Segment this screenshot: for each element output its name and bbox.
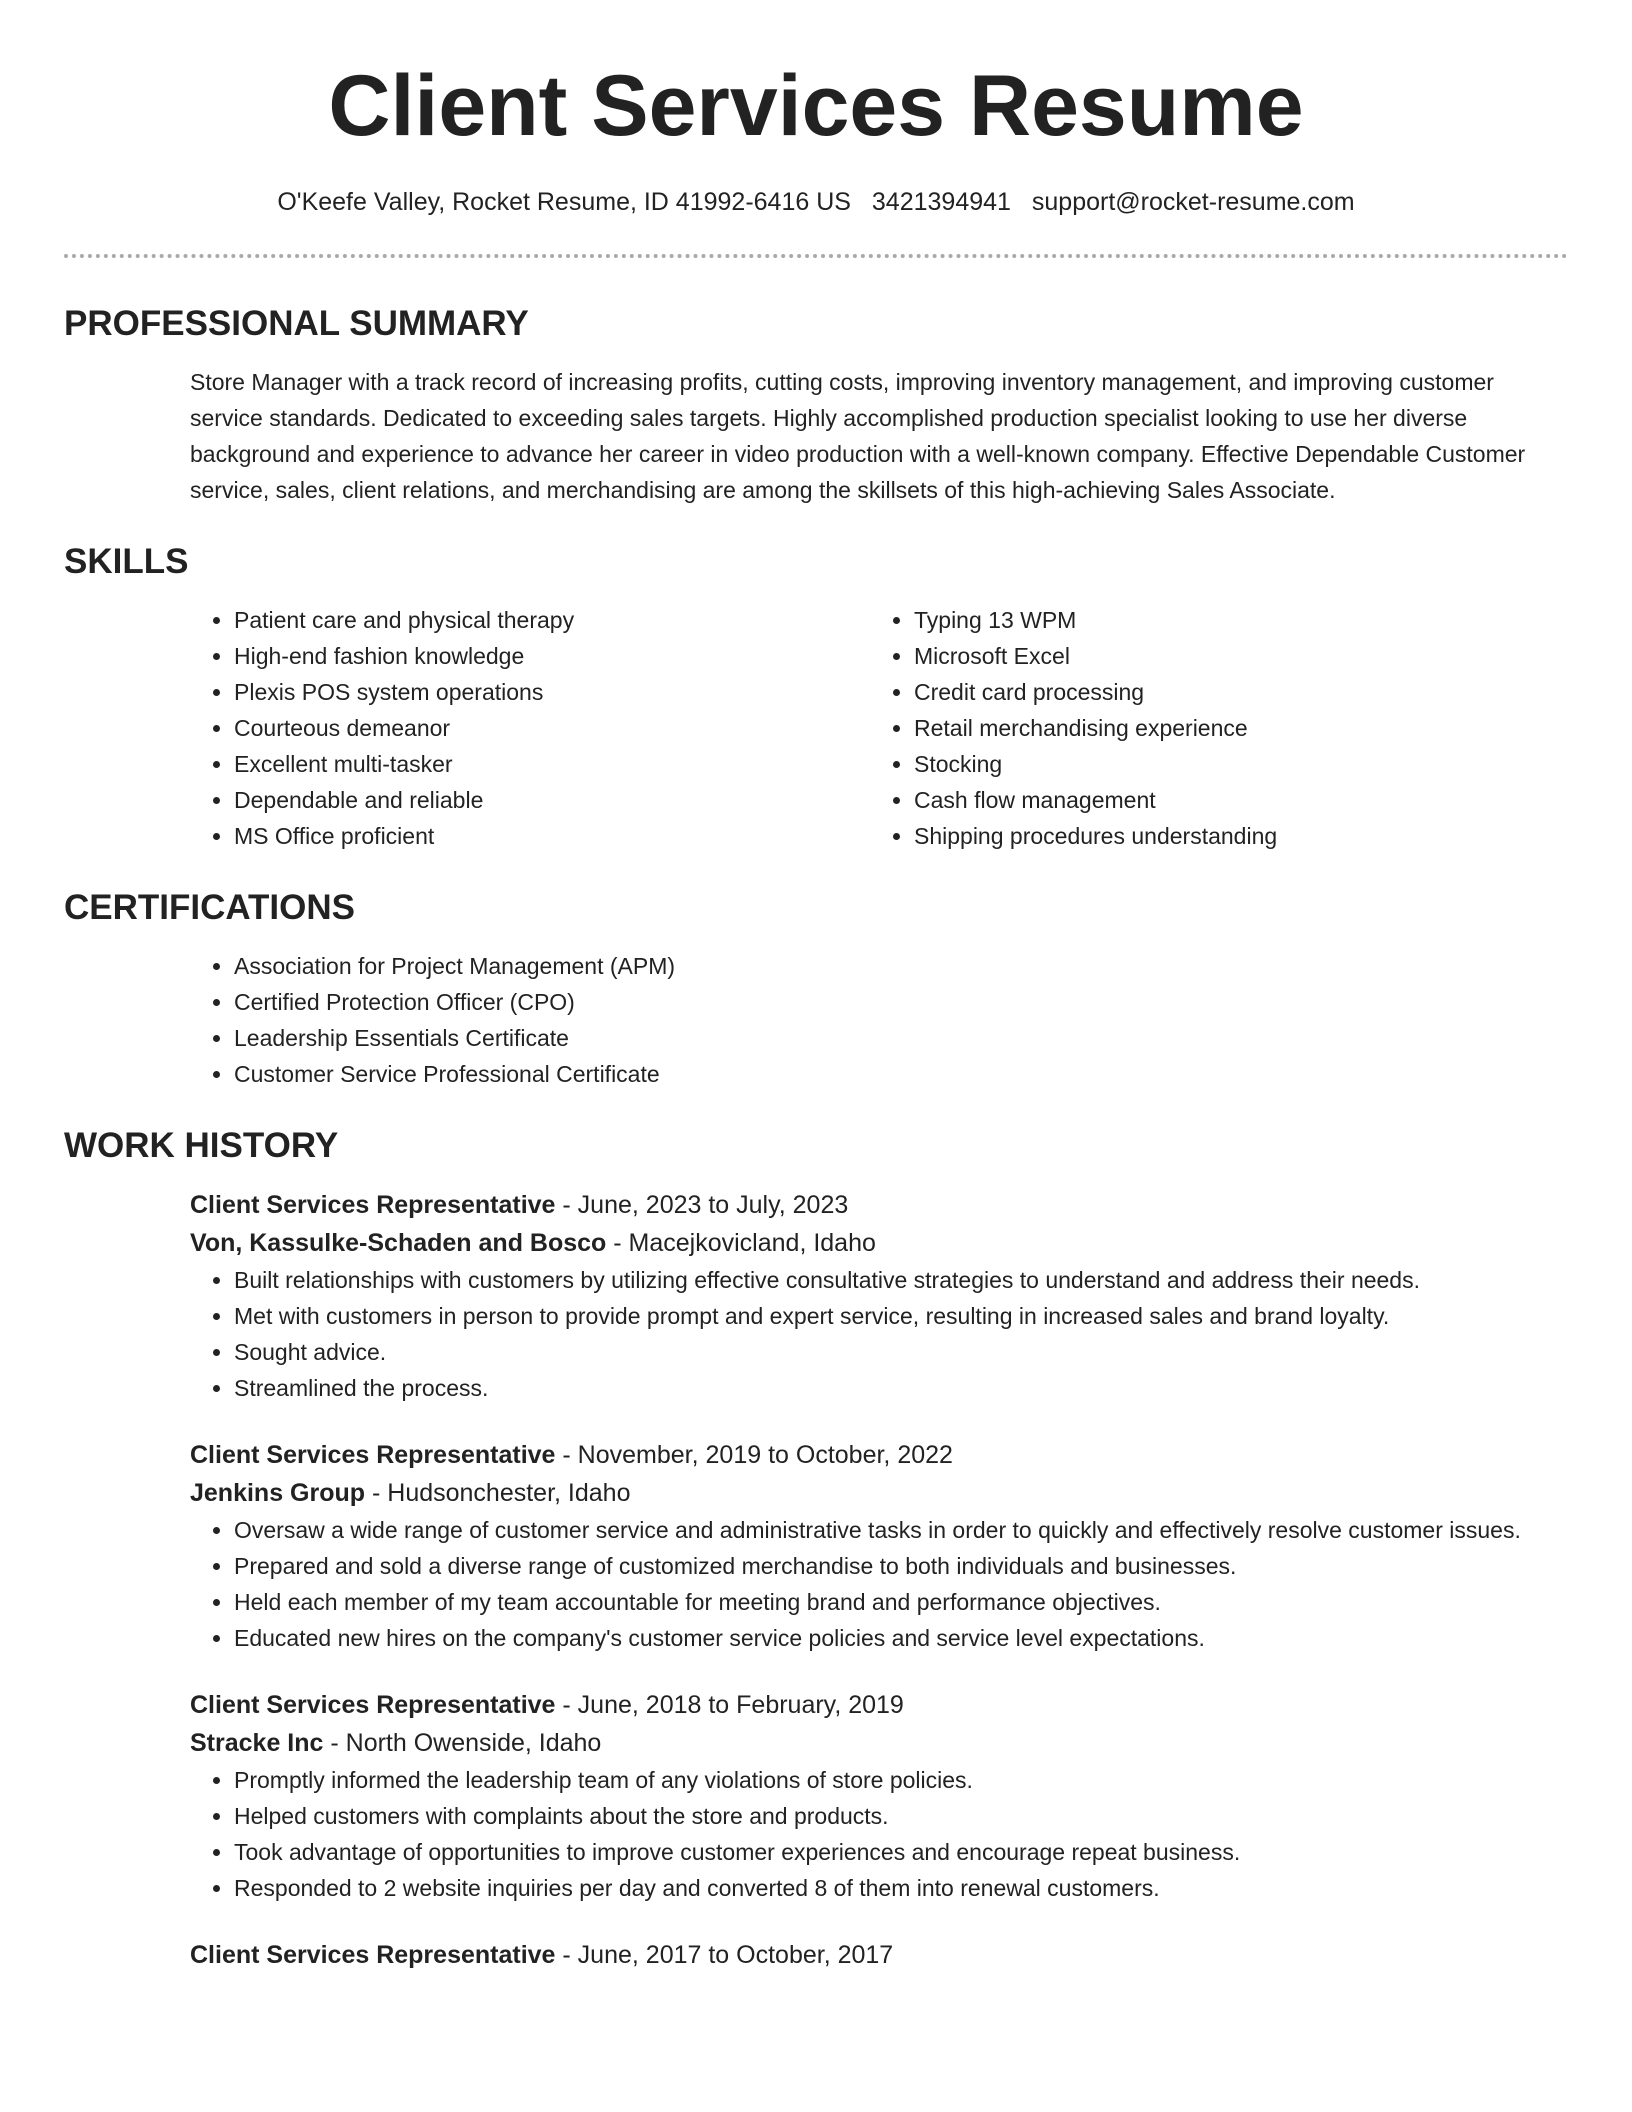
contact-address: O'Keefe Valley, Rocket Resume, ID 41992-6416 US xyxy=(277,188,851,216)
list-item: • Certified Protection Officer (CPO) xyxy=(234,984,1568,1020)
header-divider xyxy=(64,254,1568,258)
summary-text: Store Manager with a track record of increasing profits, cutting costs, improving inventory management, and improving customer service standards. Dedicated to exceeding sales targets. Highly accomplished production specialist looking to use her diverse background and experience to advance her career in video production with a well-known company. Effective Dependable Customer service, sales, client relations, and merchandising are among the skillsets of this high-achieving Sales Associate. xyxy=(190,369,1526,503)
job-company-line xyxy=(190,1474,1568,1512)
job-title-line xyxy=(190,1936,1568,1974)
list-item: • Leadership Essentials Certificate xyxy=(234,1020,1568,1056)
contact-email: support@rocket-resume.com xyxy=(1031,188,1355,216)
list-item: • MS Office proficient xyxy=(234,818,870,854)
list-item: • Cash flow management xyxy=(914,782,1550,818)
list-item: • Built relationships with customers by utilizing effective consultative strategies to understand and address their needs. xyxy=(234,1262,1568,1298)
contact-phone: 3421394941 xyxy=(871,188,1011,216)
certifications-heading: CERTIFICATIONS xyxy=(64,888,356,927)
list-item: • Excellent multi-tasker xyxy=(234,746,870,782)
job-dates: - June, 2017 to October, 2017 xyxy=(555,1941,894,1969)
work-heading: WORK HISTORY xyxy=(64,1126,339,1165)
list-item: • Sought advice. xyxy=(234,1334,1568,1370)
job-entry xyxy=(190,1186,1568,1406)
job-company: Von, Kassulke-Schaden and Bosco xyxy=(190,1229,607,1257)
list-item: • Microsoft Excel xyxy=(914,638,1550,674)
summary-heading: PROFESSIONAL SUMMARY xyxy=(64,304,529,343)
certifications-list xyxy=(190,948,1568,1092)
job-dates: - November, 2019 to October, 2022 xyxy=(555,1441,953,1469)
list-item: • Customer Service Professional Certificate xyxy=(234,1056,1568,1092)
job-bullets xyxy=(190,1512,1568,1656)
list-item: • Met with customers in person to provide prompt and expert service, resulting in increased sales and brand loyalty. xyxy=(234,1298,1568,1334)
list-item: • Responded to 2 website inquiries per day and converted 8 of them into renewal customers. xyxy=(234,1870,1568,1906)
skills-grid xyxy=(64,602,1568,854)
job-bullets xyxy=(190,1262,1568,1406)
list-item: • Typing 13 WPM xyxy=(914,602,1550,638)
job-title: Client Services Representative xyxy=(190,1191,556,1219)
job-title: Client Services Representative xyxy=(190,1941,556,1969)
list-item: • Helped customers with complaints about the store and products. xyxy=(234,1798,1568,1834)
skills-list-left xyxy=(190,602,870,854)
work-jobs xyxy=(64,1186,1568,1974)
skills-column-right xyxy=(870,602,1550,854)
skills-heading: SKILLS xyxy=(64,542,189,581)
list-item: • Retail merchandising experience xyxy=(914,710,1550,746)
list-item: • Dependable and reliable xyxy=(234,782,870,818)
job-entry xyxy=(190,1936,1568,1974)
job-location: - Macejkovicland, Idaho xyxy=(606,1229,876,1257)
job-company: Stracke Inc xyxy=(190,1729,324,1757)
list-item: • Plexis POS system operations xyxy=(234,674,870,710)
list-item: • Held each member of my team accountable for meeting brand and performance objectives. xyxy=(234,1584,1568,1620)
list-item: • Took advantage of opportunities to improve customer experiences and encourage repeat business. xyxy=(234,1834,1568,1870)
job-title-line xyxy=(190,1686,1568,1724)
skills-column-left xyxy=(190,602,870,854)
list-item: • Patient care and physical therapy xyxy=(234,602,870,638)
job-company-line xyxy=(190,1724,1568,1762)
list-item: • Educated new hires on the company's customer service policies and service level expectations. xyxy=(234,1620,1568,1656)
certifications-body xyxy=(64,948,1568,1092)
job-title-line xyxy=(190,1436,1568,1474)
list-item: • Promptly informed the leadership team of any violations of store policies. xyxy=(234,1762,1568,1798)
list-item: • Credit card processing xyxy=(914,674,1550,710)
job-title-line xyxy=(190,1186,1568,1224)
job-location: - Hudsonchester, Idaho xyxy=(365,1479,631,1507)
list-item: • High-end fashion knowledge xyxy=(234,638,870,674)
job-dates: - June, 2023 to July, 2023 xyxy=(555,1191,849,1219)
job-bullets xyxy=(190,1762,1568,1906)
list-item: • Courteous demeanor xyxy=(234,710,870,746)
skills-list-right xyxy=(870,602,1550,854)
job-dates: - June, 2018 to February, 2019 xyxy=(555,1691,904,1719)
list-item: • Stocking xyxy=(914,746,1550,782)
list-item: • Association for Project Management (APM) xyxy=(234,948,1568,984)
contact-line xyxy=(64,186,1568,218)
work-section xyxy=(64,1126,1568,1974)
resume-title: Client Services Resume xyxy=(328,58,1304,154)
list-item: • Streamlined the process. xyxy=(234,1370,1568,1406)
skills-section xyxy=(64,542,1568,854)
job-location: - North Owenside, Idaho xyxy=(323,1729,602,1757)
job-title: Client Services Representative xyxy=(190,1691,556,1719)
list-item: • Shipping procedures understanding xyxy=(914,818,1550,854)
certifications-section xyxy=(64,888,1568,1092)
list-item: • Prepared and sold a diverse range of customized merchandise to both individuals and businesses. xyxy=(234,1548,1568,1584)
job-entry xyxy=(190,1436,1568,1656)
job-entry xyxy=(190,1686,1568,1906)
list-item: • Oversaw a wide range of customer service and administrative tasks in order to quickly and effectively resolve customer issues. xyxy=(234,1512,1568,1548)
job-company-line xyxy=(190,1224,1568,1262)
job-company: Jenkins Group xyxy=(190,1479,366,1507)
summary-section xyxy=(64,304,1568,508)
job-title: Client Services Representative xyxy=(190,1441,556,1469)
